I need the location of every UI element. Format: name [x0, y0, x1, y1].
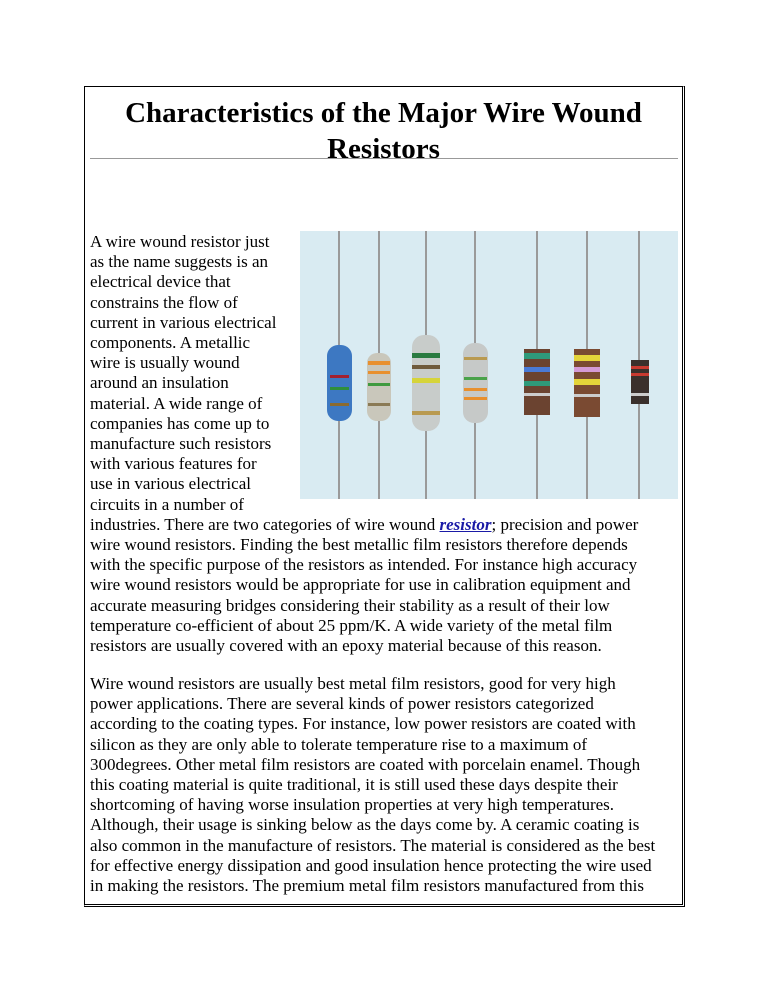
text-line: accurate measuring bridges considering their stability as a result of their low [90, 595, 610, 615]
text-line: according to the coating types. For instance, low power resistors are coated with [90, 714, 636, 734]
title-divider [90, 158, 678, 159]
text-line: use in various electrical [90, 474, 251, 494]
text-line: circuits in a number of [90, 494, 244, 514]
text-line: constrains the flow of [90, 292, 238, 312]
text-line: with the specific purpose of the resistors as intended. For instance high accuracy [90, 555, 638, 575]
text-line: companies has come up to [90, 413, 270, 433]
text-line: wire wound resistors would be appropriate for use in calibration equipment and [90, 575, 631, 595]
title-line: Resistors [327, 133, 440, 165]
resistor-link[interactable]: resistor [439, 514, 492, 534]
text-line: with various features for [90, 454, 257, 474]
text-line: this coating material is quite traditional, it is still used these days despite their [90, 775, 618, 794]
document-page [84, 86, 685, 907]
text-line [90, 515, 638, 535]
text-line: around an insulation [90, 373, 229, 393]
title-line: Characteristics of the Major Wire Wound [125, 97, 642, 129]
text-line: shortcoming of having worse insulation properties at very high temperatures. [90, 795, 615, 815]
page-title [85, 95, 682, 167]
text-line: silicon as they are only able to tolerate temperature rise to a maximum of [90, 734, 588, 754]
text-line: electrical device that [90, 272, 231, 292]
text-line: components. A metallic [90, 333, 251, 352]
text-line: manufacture such resistors [90, 434, 272, 453]
text-line: temperature co-efficient of about 25 ppm/K. A wide variety of the metal film [90, 615, 613, 635]
resistors-photo [300, 231, 678, 499]
text-line: as the name suggests is an [90, 252, 268, 272]
text-line: for effective energy dissipation and good insulation hence protecting the wire used [90, 855, 652, 875]
text: industries. There are two categories of wire wound [90, 514, 440, 534]
text-line: Wire wound resistors are usually best metal film resistors, good for very high [90, 674, 616, 693]
text-line: current in various electrical [90, 312, 277, 332]
text-line: material. A wide range of [90, 393, 263, 413]
text: ; precision and power [491, 514, 639, 534]
text-line: A wire wound resistor just [90, 232, 270, 251]
text-line: wire wound resistors. Finding the best metallic film resistors therefore depends [90, 535, 628, 554]
text-line: wire is usually wound [90, 353, 240, 373]
text-line: Although, their usage is sinking below as the days come by. A ceramic coating is [90, 815, 640, 835]
text-line: power applications. There are several kinds of power resistors categorized [90, 694, 594, 714]
text-line: 300degrees. Other metal film resistors are coated with porcelain enamel. Though [90, 754, 641, 774]
text-line: in making the resistors. The premium metal film resistors manufactured from this [90, 876, 644, 895]
text-line: also common in the manufacture of resistors. The material is considered as the best [90, 835, 656, 855]
text-line: resistors are usually covered with an epoxy material because of this reason. [90, 636, 602, 655]
